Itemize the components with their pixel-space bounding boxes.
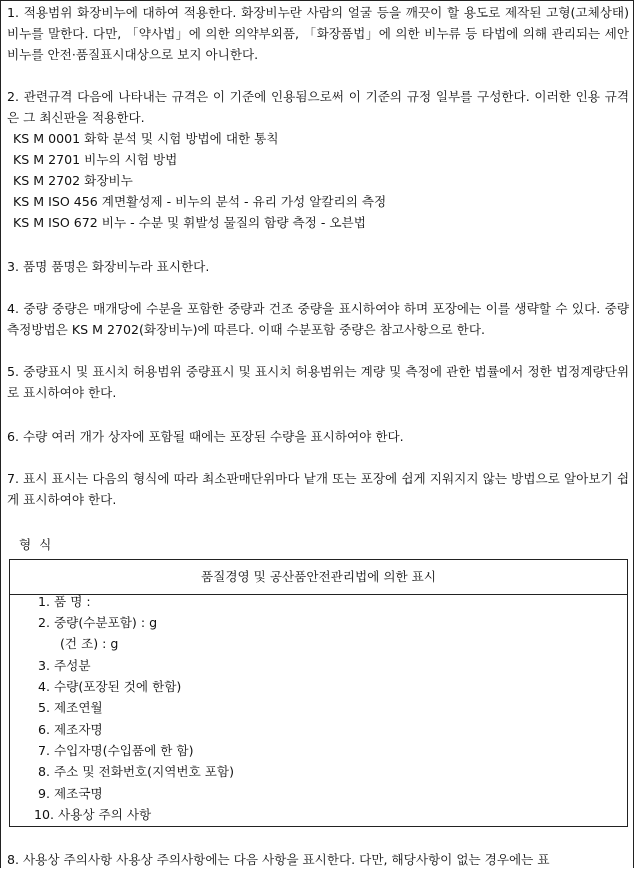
form-item: 4. 수량(포장된 것에 한함)	[38, 679, 182, 694]
form-header: 품질경영 및 공산품안전관리법에 의한 표시	[10, 560, 627, 595]
section-1-scope: 1. 적용범위 화장비누에 대하여 적용한다. 화장비누란 사람의 얼굴 등을 깨끗이 할 용도로 제작된 고형(고체상태) 비누를 말한다. 다만, 「약사법」에 의한 의약부외품, 「화장품법」에 의한 비누류 등 타법에 의해 관리되는 세안비누를 안전·품질표시대상으로 보지 아니한다.	[7, 5, 629, 62]
section-5-weight-tolerance: 5. 중량표시 및 표시치 허용범위 중량표시 및 표시치 허용범위는 계량 및 측정에 관한 법률에서 정한 법정계량단위로 표시하여야 한다.	[7, 364, 629, 400]
reference-item: KS M 0001 화학 분석 및 시험 방법에 대한 통칙	[13, 131, 279, 146]
form-item: 5. 제조연월	[38, 700, 103, 715]
section-8-precautions: 8. 사용상 주의사항 사용상 주의사항에는 다음 사항을 표시한다. 다만, 해당사항이 없는 경우에는 표	[7, 852, 550, 867]
form-item: 9. 제조국명	[38, 786, 103, 801]
reference-item: KS M 2701 비누의 시험 방법	[13, 152, 178, 167]
section-7-labeling: 7. 표시 표시는 다음의 형식에 따라 최소판매단위마다 낱개 또는 포장에 쉽게 지워지지 않는 방법으로 알아보기 쉽게 표시하여야 한다.	[7, 471, 629, 507]
label-form-box	[9, 559, 628, 827]
section-6-quantity: 6. 수량 여러 개가 상자에 포함될 때에는 포장된 수량을 표시하여야 한다.	[7, 429, 404, 444]
form-item: 10. 사용상 주의 사항	[34, 807, 152, 822]
form-item: 2. 중량(수분포함) : g	[38, 615, 158, 630]
form-item: 8. 주소 및 전화번호(지역번호 포함)	[38, 764, 235, 779]
form-item: 6. 제조자명	[38, 722, 103, 737]
form-item: 3. 주성분	[38, 658, 91, 673]
section-4-weight: 4. 중량 중량은 매개당에 수분을 포함한 중량과 건조 중량을 표시하여야 하며 포장에는 이를 생략할 수 있다. 중량 측정방법은 KS M 2702(화장비누)에 따른다. 이때 수분포함 중량은 참고사항으로 한다.	[7, 301, 629, 337]
form-item: 7. 수입자명(수입품에 한 함)	[38, 743, 194, 758]
section-2-references-intro: 2. 관련규격 다음에 나타내는 규격은 이 기준에 인용됨으로써 이 기준의 규정 일부를 구성한다. 이러한 인용 규격은 그 최신판을 적용한다.	[7, 89, 629, 125]
reference-item: KS M ISO 672 비누 - 수분 및 휘발성 물질의 함량 측정 - 오븐법	[13, 215, 366, 230]
form-item: 1. 품 명 :	[38, 594, 91, 609]
form-label: 형 식	[19, 537, 54, 552]
section-3-product-name: 3. 품명 품명은 화장비누라 표시한다.	[7, 259, 210, 274]
reference-item: KS M 2702 화장비누	[13, 173, 133, 188]
form-item: (건 조) : g	[60, 636, 119, 651]
reference-item: KS M ISO 456 계면활성제 - 비누의 분석 - 유리 가성 알칼리의 측정	[13, 194, 387, 209]
